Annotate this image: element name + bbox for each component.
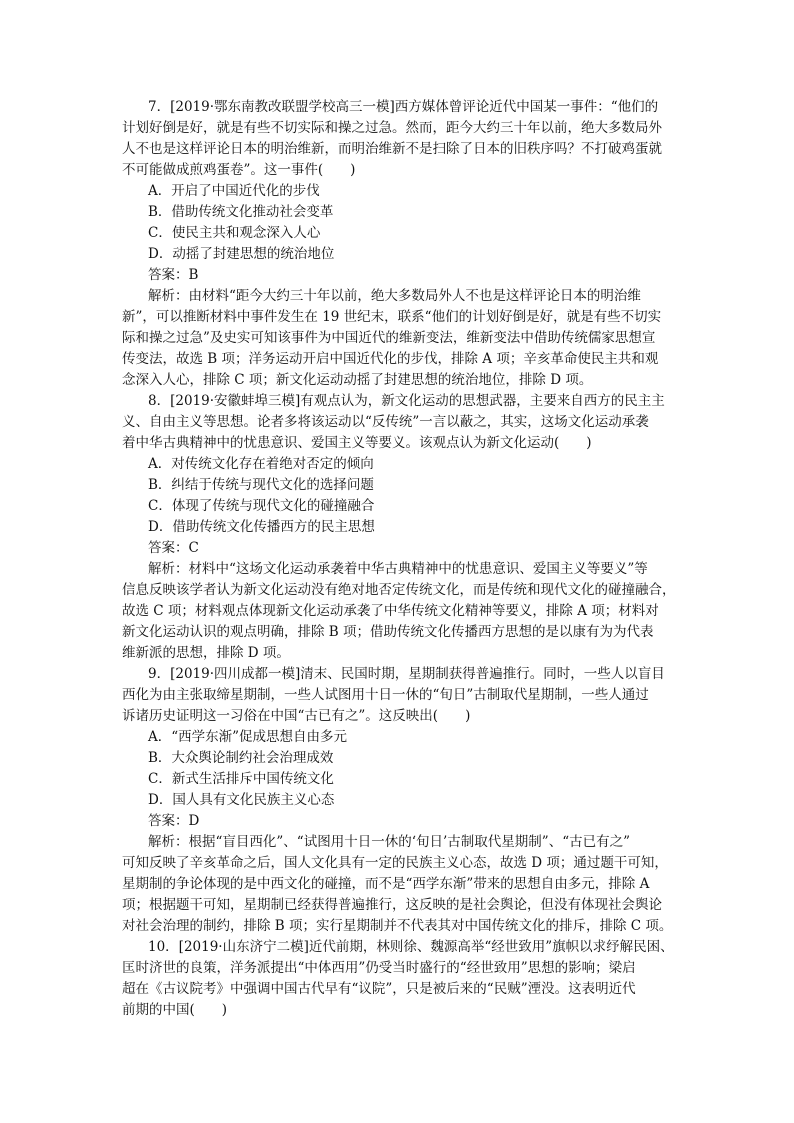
option-d: D．动摇了封建思想的统治地位	[148, 246, 335, 262]
option-b: B．借助传统文化推动社会变革	[148, 204, 334, 220]
option-d: D．国人具有文化民族主义心态	[148, 792, 335, 808]
question-stem-line: 计划好倒是好，就是有些不切实际和操之过急。然而，距今大约三十年以前，绝大多数局外	[122, 120, 662, 136]
explanation-line: 传变法，故选 B 项；洋务运动开启中国近代化的步伐，排除 A 项；辛亥革命使民主共和观	[122, 351, 659, 367]
document-page	[122, 97, 678, 1021]
question-stem-line: 人不也是这样评论日本的明治维新，而明治维新不是扫除了日本的旧秩序吗？不打破鸡蛋就	[122, 141, 662, 157]
explanation-line: 念深入人心，排除 C 项；新文化运动动摇了封建思想的统治地位，排除 D 项。	[122, 372, 593, 388]
question-9	[122, 664, 678, 937]
question-7	[122, 97, 678, 391]
explanation-line: 解析：根据“盲目西化”、“试图用十日一休的‘旬日’古制取代星期制”、“古已有之”	[148, 834, 630, 850]
question-stem-line: 9．[2019·四川成都一模]清末、民国时期，星期制获得普遍推行。同时，一些人以盲目	[148, 666, 665, 682]
explanation-line: 维新派的思想，排除 D 项。	[122, 645, 290, 661]
question-stem-line: 8．[2019·安徽蚌埠三模]有观点认为，新文化运动的思想武器，主要来自西方的民主主	[148, 393, 665, 409]
question-stem-line: 义、自由主义等思想。论者多将该运动以“反传统”一言以蔽之，其实，这场文化运动承袭	[122, 414, 649, 430]
question-stem-line: 着中华古典精神中的忧患意识、爱国主义等要义。该观点认为新文化运动( )	[122, 435, 592, 451]
explanation-line: 项；根据题干可知，星期制已经获得普遍推行，这反映的是社会舆论，但没有体现社会舆论	[122, 897, 662, 913]
option-a: A．“西学东渐”促成思想自由多元	[148, 729, 348, 745]
question-stem-line: 10．[2019·山东济宁二模]近代前期，林则徐、魏源高举“经世致用”旗帜以求纾解民困、	[148, 939, 674, 955]
answer: 答案：B	[148, 267, 199, 283]
explanation-line: 故选 C 项；材料观点体现新文化运动承袭了中华传统文化精神等要义，排除 A 项；材料对	[122, 603, 659, 619]
question-stem-line: 7．[2019·鄂东南教改联盟学校高三一模]西方媒体曾评论近代中国某一事件：“他们的	[148, 99, 659, 115]
explanation-line: 解析：由材料“距今大约三十年以前，绝大多数局外人不也是这样评论日本的明治维	[148, 288, 641, 304]
explanation-line: 可知反映了辛亥革命之后，国人文化具有一定的民族主义心态，故选 D 项；通过题干可知，	[122, 855, 668, 871]
explanation-line: 新文化运动认识的观点明确，排除 B 项；借助传统文化传播西方思想的是以康有为为代表	[122, 624, 654, 640]
question-stem-line: 前期的中国( )	[122, 1002, 228, 1018]
explanation-line: 解析：材料中“这场文化运动承袭着中华古典精神中的忧患意识、爱国主义等要义”等	[148, 561, 648, 577]
question-stem-line: 不可能做成煎鸡蛋卷”。这一事件( )	[122, 162, 356, 178]
option-d: D．借助传统文化传播西方的民主思想	[148, 519, 375, 535]
option-c: C．新式生活排斥中国传统文化	[148, 771, 334, 787]
explanation-line: 星期制的争论体现的是中西文化的碰撞，而不是“西学东渐”带来的思想自由多元，排除 A	[122, 876, 650, 892]
question-8	[122, 391, 678, 664]
option-a: A．对传统文化存在着绝对否定的倾向	[148, 456, 374, 472]
explanation-line: 对社会治理的制约，排除 B 项；实行星期制并不代表其对中国传统文化的排斥，排除 C 项。	[122, 918, 673, 934]
option-b: B．纠结于传统与现代文化的选择问题	[148, 477, 374, 493]
question-stem-line: 西化为由主张取缔星期制，一些人试图用十日一休的“旬日”古制取代星期制，一些人通过	[122, 687, 649, 703]
option-b: B．大众舆论制约社会治理成效	[148, 750, 334, 766]
question-stem-line: 匡时济世的良策，洋务派提出“中体西用”仍受当时盛行的“经世致用”思想的影响；梁启	[122, 960, 636, 976]
answer: 答案：D	[148, 813, 200, 829]
option-c: C．体现了传统与现代文化的碰撞融合	[148, 498, 375, 514]
explanation-line: 际和操之过急”及史实可知该事件为中国近代的维新变法，维新变法中借助传统儒家思想宣	[122, 330, 656, 346]
question-stem-line: 诉诸历史证明这一习俗在中国“古已有之”。这反映出( )	[122, 708, 471, 724]
explanation-line: 新”，可以推断材料中事件发生在 19 世纪末，联系“他们的计划好倒是好，就是有些不切实	[122, 309, 662, 325]
option-a: A．开启了中国近代化的步伐	[148, 183, 320, 199]
question-10	[122, 937, 678, 1021]
answer: 答案：C	[148, 540, 199, 556]
question-stem-line: 超在《古议院考》中强调中国古代早有“议院”，只是被后来的“民贼”湮没。这表明近代	[122, 981, 636, 997]
option-c: C．使民主共和观念深入人心	[148, 225, 321, 241]
explanation-line: 信息反映该学者认为新文化运动没有绝对地否定传统文化，而是传统和现代文化的碰撞融合，	[122, 582, 676, 598]
